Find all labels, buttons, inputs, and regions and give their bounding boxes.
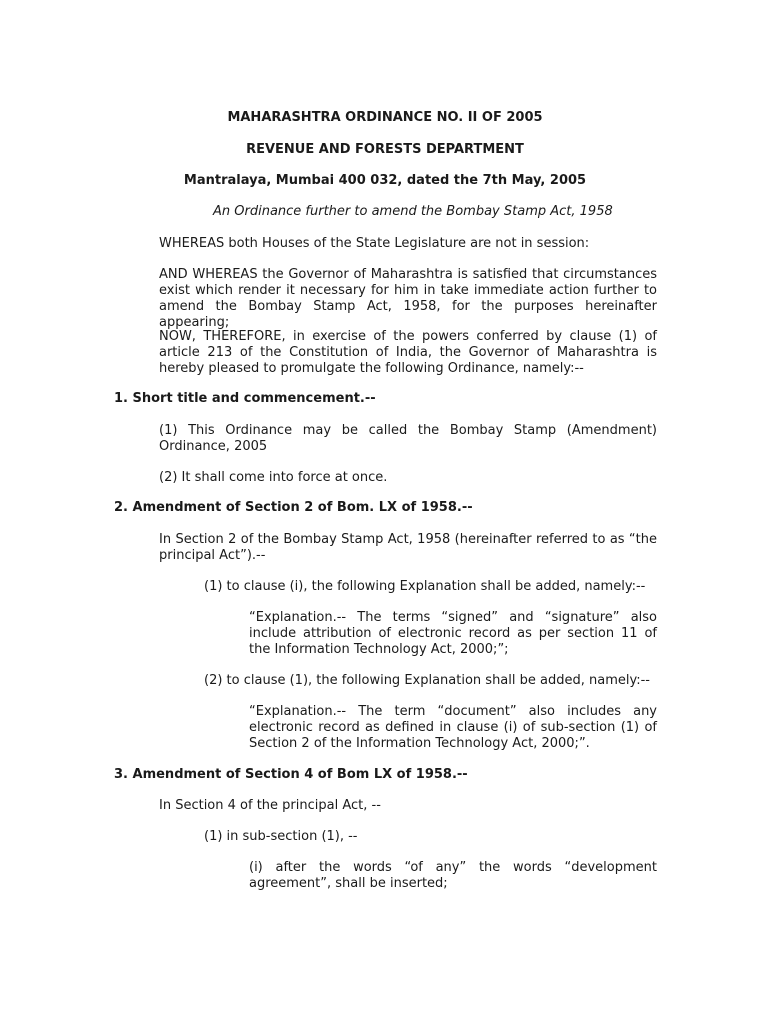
section-3-heading: 3. Amendment of Section 4 of Bom LX of 1958.-- [114, 767, 468, 782]
section-2-explanation-2: “Explanation.-- The term “document” also includes any electronic record as defined in clause (i) of sub-section (1) of Section 2 of the Information Technology Act, 2000;”. [249, 704, 657, 751]
section-2-heading: 2. Amendment of Section 2 of Bom. LX of 1958.-- [114, 500, 473, 515]
section-1-heading: 1. Short title and commencement.-- [114, 391, 376, 406]
and-whereas-paragraph: AND WHEREAS the Governor of Maharashtra is satisfied that circumstances exist which render it necessary for him in take immediate action further to amend the Bombay Stamp Act, 1958, for the purposes hereinafter appearing; [159, 267, 657, 330]
section-2-clause-1: (1) to clause (i), the following Explanation shall be added, namely:-- [204, 579, 646, 594]
now-therefore-paragraph: NOW, THEREFORE, in exercise of the powers conferred by clause (1) of article 213 of the Constitution of India, the Governor of Maharashtra is hereby pleased to promulgate the following Ordinance, namely:-- [159, 329, 657, 376]
department-heading: REVENUE AND FORESTS DEPARTMENT [246, 142, 524, 157]
section-3-item-i: (i) after the words “of any” the words “development agreement”, shall be inserted; [249, 860, 657, 891]
section-2-explanation-1: “Explanation.-- The terms “signed” and “signature” also include attribution of electronic record as per section 11 of the Information Technology Act, 2000;”; [249, 610, 657, 657]
section-2-clause-2: (2) to clause (1), the following Explanation shall be added, namely:-- [204, 673, 650, 688]
whereas-paragraph: WHEREAS both Houses of the State Legislature are not in session: [159, 236, 590, 251]
section-3-sub-1: (1) in sub-section (1), -- [204, 829, 358, 844]
section-1-sub-2: (2) It shall come into force at once. [159, 470, 388, 485]
section-3-intro: In Section 4 of the principal Act, -- [159, 798, 381, 813]
section-1-sub-1: (1) This Ordinance may be called the Bombay Stamp (Amendment) Ordinance, 2005 [159, 423, 657, 454]
ordinance-title: MAHARASHTRA ORDINANCE NO. II OF 2005 [227, 110, 543, 125]
section-2-intro: In Section 2 of the Bombay Stamp Act, 1958 (hereinafter referred to as “the principal Act”).-- [159, 532, 657, 563]
long-title: An Ordinance further to amend the Bombay Stamp Act, 1958 [213, 204, 613, 219]
place-date-line: Mantralaya, Mumbai 400 032, dated the 7th May, 2005 [183, 173, 587, 188]
